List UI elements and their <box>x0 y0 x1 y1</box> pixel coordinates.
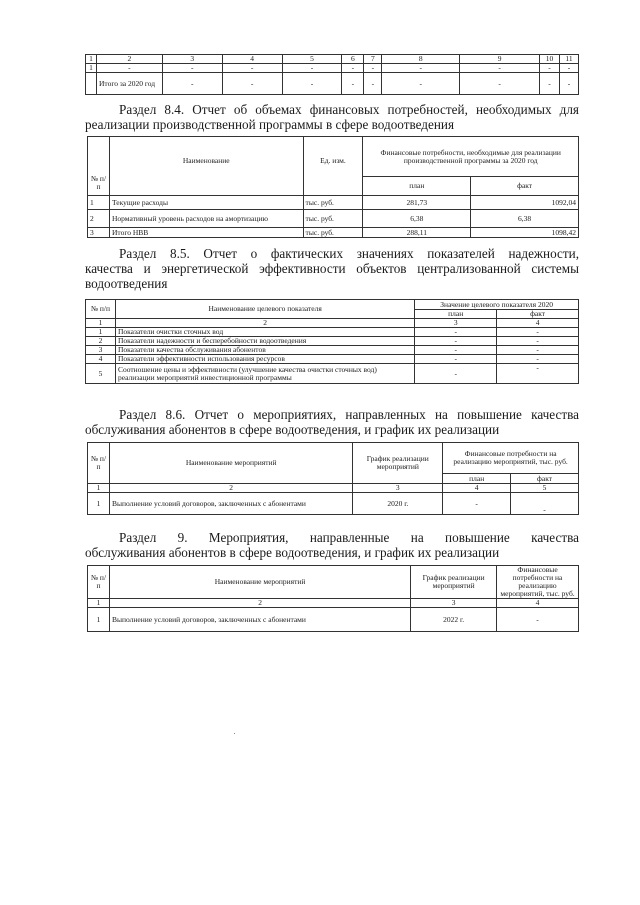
table-cell: - <box>162 64 222 73</box>
table-cell: 6,38 <box>363 210 471 228</box>
table-cell: 3 <box>88 228 110 238</box>
table-cell: 1092,04 <box>471 196 579 210</box>
section-8-4-table <box>87 136 579 238</box>
table-row <box>88 493 579 515</box>
column-header-no: № п/п <box>88 566 110 599</box>
table-cell: - <box>415 328 497 337</box>
table-cell: - <box>539 73 559 95</box>
column-header-name: Наименование целевого показателя <box>115 300 414 319</box>
heading-line: Раздел 8.4. Отчет об объемах финансовых потребностей, необходимых для <box>119 102 579 117</box>
section-8-4-heading <box>85 102 579 132</box>
section-9-heading <box>85 530 579 560</box>
column-header-fact: факт <box>497 310 579 319</box>
table-cell: - <box>559 73 578 95</box>
top-continuation-table <box>85 54 579 95</box>
table-cell: - <box>222 64 282 73</box>
table-cell: 1 <box>86 328 116 337</box>
column-header-fin: Финансовые потребности на реализацию мероприятий, тыс. руб. <box>497 566 579 599</box>
table-cell: 5 <box>282 55 342 64</box>
table-cell: 1 <box>88 493 110 515</box>
table-cell: 3 <box>415 319 497 328</box>
table-cell: - <box>415 337 497 346</box>
column-header-no: № п/п <box>86 300 116 319</box>
table-row <box>88 608 579 632</box>
table-cell: - <box>497 608 579 632</box>
table-row <box>86 64 579 73</box>
table-cell: 4 <box>497 599 579 608</box>
column-header-fin: Финансовые потребности, необходимые для реализации производственной программы за 2020 год <box>363 137 579 177</box>
table-cell: Показатели надежности и бесперебойности водоотведения <box>115 337 414 346</box>
table-cell: 2 <box>115 319 414 328</box>
table-cell: 1 <box>86 64 97 73</box>
table-cell: Итого НВВ <box>109 228 303 238</box>
column-header-value: Значение целевого показателя 2020 <box>415 300 579 310</box>
table-cell: 6 <box>342 55 364 64</box>
table-row <box>86 73 579 95</box>
column-header-no: № п/п <box>88 443 110 484</box>
table-cell: 2 <box>88 210 110 228</box>
table-cell: 3 <box>86 346 116 355</box>
table-cell: - <box>559 64 578 73</box>
heading-line: качества и энергетической эффективности объектов централизованной системы <box>85 261 579 276</box>
table-cell: - <box>497 355 579 364</box>
column-header-schedule: График реализации мероприятий <box>411 566 497 599</box>
heading-line: водоотведения <box>85 276 168 291</box>
heading-line: обслуживания абонентов в сфере водоотведения, и график их реализации <box>85 422 500 437</box>
column-header-schedule: График реализации мероприятий <box>353 443 443 484</box>
table-cell: 3 <box>162 55 222 64</box>
table-cell: 1098,42 <box>471 228 579 238</box>
column-header-plan: план <box>443 474 511 484</box>
table-cell: 2022 г. <box>411 608 497 632</box>
column-header-no: № п/п <box>88 137 110 196</box>
table-cell: Показатели эффективности использования ресурсов <box>115 355 414 364</box>
table-cell: 4 <box>443 484 511 493</box>
table-cell: Текущие расходы <box>109 196 303 210</box>
section-8-6-heading <box>85 407 579 437</box>
table-cell: - <box>497 346 579 355</box>
table-cell: 11 <box>559 55 578 64</box>
table-cell: - <box>497 364 579 384</box>
table-cell: - <box>415 346 497 355</box>
section-8-5-heading <box>85 246 579 291</box>
heading-line: Раздел 9. Мероприятия, направленные на повышение качества <box>119 530 579 545</box>
table-cell: - <box>364 64 382 73</box>
section-8-5-table <box>85 299 579 384</box>
column-header-plan: план <box>415 310 497 319</box>
table-header-row <box>88 566 579 599</box>
table-cell: - <box>382 73 460 95</box>
table-cell: 1 <box>86 319 116 328</box>
table-cell: 9 <box>460 55 540 64</box>
table-header-row <box>88 443 579 474</box>
table-cell: - <box>415 355 497 364</box>
table-cell: - <box>96 64 162 73</box>
table-cell: 281,73 <box>363 196 471 210</box>
table-cell: 10 <box>539 55 559 64</box>
table-cell: 5 <box>511 484 579 493</box>
table-cell: 8 <box>382 55 460 64</box>
table-cell: 7 <box>364 55 382 64</box>
column-header-unit: Ед. изм. <box>303 137 363 196</box>
table-cell: тыс. руб. <box>303 210 363 228</box>
table-cell: 2 <box>109 599 410 608</box>
column-header-name: Наименование <box>109 137 303 196</box>
table-cell: 2 <box>86 337 116 346</box>
heading-line: реализации производственной программы в сфере водоотведения <box>85 117 455 132</box>
table-cell: Выполнение условий договоров, заключенных с абонентами <box>109 493 352 515</box>
table-cell: Нормативный уровень расходов на амортизацию <box>109 210 303 228</box>
table-row <box>86 364 579 384</box>
table-cell: - <box>497 337 579 346</box>
column-header-fin: Финансовые потребности на реализацию мероприятий, тыс. руб. <box>443 443 579 474</box>
table-cell: - <box>415 364 497 384</box>
table-cell: 4 <box>86 355 116 364</box>
table-cell: - <box>342 73 364 95</box>
table-cell: Итого за 2020 год <box>96 73 162 95</box>
table-header-row <box>86 55 579 64</box>
table-cell: - <box>342 64 364 73</box>
table-cell <box>86 73 97 95</box>
table-cell: 1 <box>88 484 110 493</box>
table-cell: 2 <box>109 484 352 493</box>
column-header-name: Наименование мероприятий <box>109 443 352 484</box>
heading-line: обслуживания абонентов в сфере водоотведения, и график их реализации <box>85 545 500 560</box>
table-row <box>86 355 579 364</box>
section-8-6-table <box>87 442 579 515</box>
table-cell: 6,38 <box>471 210 579 228</box>
table-row <box>88 196 579 210</box>
table-cell: 288,11 <box>363 228 471 238</box>
table-row <box>88 484 579 493</box>
table-cell: 3 <box>411 599 497 608</box>
table-row <box>88 210 579 228</box>
table-cell: - <box>282 73 342 95</box>
table-cell: - <box>539 64 559 73</box>
table-cell: - <box>222 73 282 95</box>
table-cell: - <box>364 73 382 95</box>
column-header-name: Наименование мероприятий <box>109 566 410 599</box>
table-cell: 2020 г. <box>353 493 443 515</box>
table-header-row <box>86 300 579 310</box>
column-header-fact: факт <box>471 177 579 196</box>
table-cell: 1 <box>88 599 110 608</box>
table-cell: 3 <box>353 484 443 493</box>
table-cell: - <box>443 493 511 515</box>
table-cell: 5 <box>86 364 116 384</box>
scan-speck <box>234 733 235 734</box>
table-cell: - <box>511 493 579 515</box>
table-row <box>88 599 579 608</box>
table-header-row <box>88 137 579 177</box>
table-cell: тыс. руб. <box>303 228 363 238</box>
table-cell: - <box>382 64 460 73</box>
table-row <box>88 228 579 238</box>
table-cell: Показатели очистки сточных вод <box>115 328 414 337</box>
table-cell: Выполнение условий договоров, заключенных с абонентами <box>109 608 410 632</box>
table-cell: 1 <box>88 608 110 632</box>
table-cell: - <box>282 64 342 73</box>
table-cell: Показатели качества обслуживания абонентов <box>115 346 414 355</box>
table-cell: Соотношение цены и эффективности (улучшение качества очистки сточных вод) реализации мероприятий инвестиционной программы <box>115 364 414 384</box>
column-header-plan: план <box>363 177 471 196</box>
table-cell: - <box>460 73 540 95</box>
heading-line: Раздел 8.6. Отчет о мероприятиях, направленных на повышение качества <box>119 407 579 422</box>
table-cell: 1 <box>86 55 97 64</box>
table-cell: 1 <box>88 196 110 210</box>
table-cell: - <box>460 64 540 73</box>
heading-line: Раздел 8.5. Отчет о фактических значениях показателей надежности, <box>119 246 579 261</box>
table-cell: 4 <box>497 319 579 328</box>
table-cell: - <box>162 73 222 95</box>
section-9-table <box>87 565 579 632</box>
column-header-fact: факт <box>511 474 579 484</box>
table-cell: тыс. руб. <box>303 196 363 210</box>
table-cell: 4 <box>222 55 282 64</box>
table-cell: - <box>497 328 579 337</box>
table-cell: 2 <box>96 55 162 64</box>
